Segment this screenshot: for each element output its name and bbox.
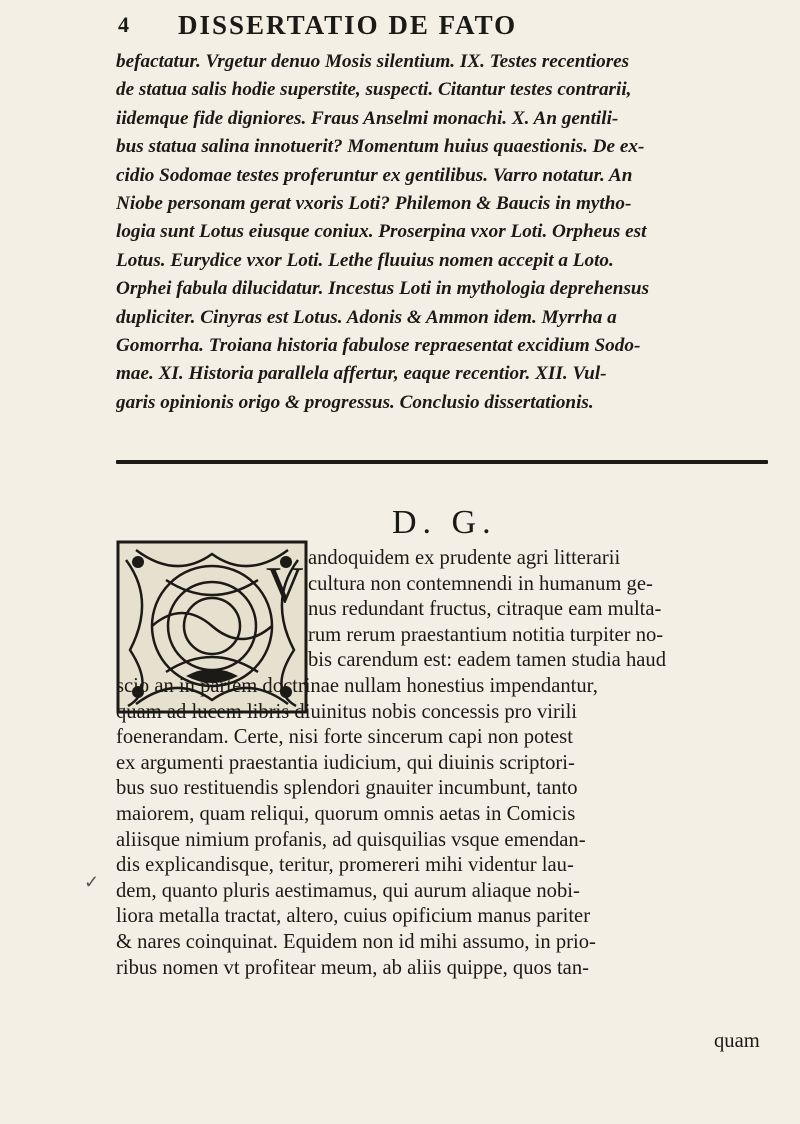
text-line: ex argumenti praestantia iudicium, qui diuinis scriptori- <box>116 751 575 774</box>
margin-mark-icon: ✓ <box>84 872 100 892</box>
summary-line: dupliciter. Cinyras est Lotus. Adonis & Ammon idem. Myrrha a <box>116 306 617 328</box>
initial-letter: V <box>266 557 304 614</box>
dedication-initials: D. G. <box>392 504 497 541</box>
summary-line: cidio Sodomae testes proferuntur ex gentilibus. Varro notatur. An <box>116 164 633 186</box>
section-divider <box>116 460 768 464</box>
text-line: dis explicandisque, teritur, promereri mihi videntur lau- <box>116 854 574 877</box>
summary-line: befactatur. Vrgetur denuo Mosis silentium. IX. Testes recentiores <box>116 51 630 72</box>
summary-line: Orphei fabula dilucidatur. Incestus Loti in mythologia deprehensus <box>116 278 650 300</box>
text-line: ribus nomen vt profitear meum, ab aliis quippe, quos tan- <box>116 956 589 979</box>
summary-line: de statua salis hodie superstite, suspecti. Citantur testes contrarii, <box>116 79 632 101</box>
running-head: DISSERTATIO DE FATO <box>178 10 518 40</box>
text-line: liora metalla tractat, altero, cuius opificium manus pariter <box>116 905 591 928</box>
text-line: quam ad lucem libris diuinitus nobis concessis pro virili <box>116 700 578 723</box>
summary-line: Gomorrha. Troiana historia fabulose repraesentat excidium Sodo- <box>116 335 641 357</box>
text-line: maiorem, quam reliqui, quorum omnis aetas in Comicis <box>116 802 576 825</box>
text-line: cultura non contemnendi in humanum ge- <box>308 572 653 595</box>
text-line: dem, quanto pluris aestimamus, qui aurum aliaque nobi- <box>116 879 580 902</box>
page-number: 4 <box>118 12 129 37</box>
summary-line: logia sunt Lotus eiusque coniux. Proserpina vxor Loti. Orpheus est <box>116 221 647 243</box>
summary-line: garis opinionis origo & progressus. Conclusio dissertationis. <box>116 391 594 413</box>
text-line: & nares coinquinat. Equidem non id mihi assumo, in prio- <box>116 930 596 953</box>
text-line: nus redundant fructus, citraque eam multa- <box>308 598 662 621</box>
chapter-summary <box>116 48 768 417</box>
page-header <box>118 8 760 48</box>
text-line: aliisque nimium profanis, ad quisquilias vsque emendan- <box>116 828 586 851</box>
text-line: rum rerum praestantium notitia turpiter no- <box>308 623 664 646</box>
summary-line: bus statua salina innotuerit? Momentum huius quaestionis. De ex- <box>116 136 645 158</box>
summary-line: Lotus. Eurydice vxor Loti. Lethe fluuius nomen accepit a Loto. <box>116 249 614 271</box>
summary-line: mae. XI. Historia parallela affertur, eaque recentior. XII. Vul- <box>116 363 607 385</box>
text-line: bus suo restituendis splendori gnauiter incumbunt, tanto <box>116 777 578 800</box>
text-line: andoquidem ex prudente agri litterarii <box>308 547 621 569</box>
catchword: quam <box>714 1030 760 1052</box>
body-text <box>116 546 768 981</box>
text-line: bis carendum est: eadem tamen studia haud <box>308 649 666 672</box>
text-line: foenerandam. Certe, nisi forte sincerum capi non potest <box>116 726 573 749</box>
text-line: scio an in partem doctrinae nullam honestius impendantur, <box>116 674 598 697</box>
summary-line: iidemque fide digniores. Fraus Anselmi monachi. X. An gentili- <box>116 107 619 129</box>
summary-line: Niobe personam gerat vxoris Loti? Philemon & Baucis in mytho- <box>116 193 632 215</box>
